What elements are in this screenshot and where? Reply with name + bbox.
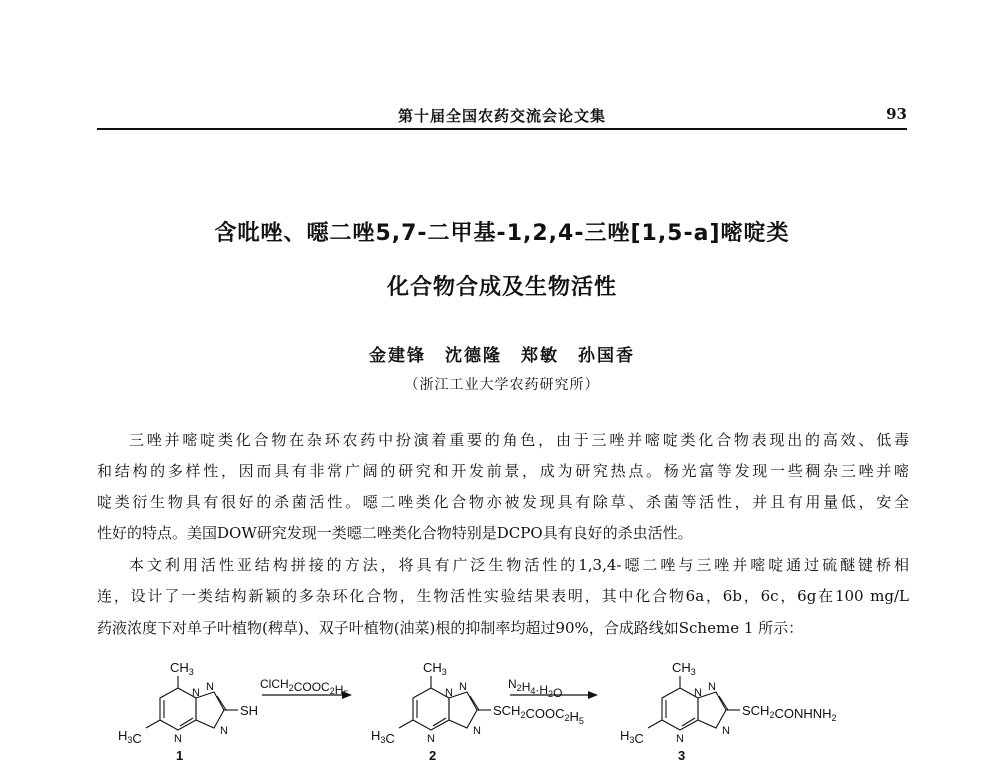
nitrogen-label: N (676, 733, 684, 745)
pyrimidine-ring (413, 688, 449, 730)
nitrogen-label: N (427, 733, 435, 745)
substituent-label: $SCH_2COOC_2H_5$ (493, 703, 584, 726)
compound-number: 1 (176, 748, 184, 760)
methyl-bond (146, 720, 160, 728)
double-bond (719, 696, 728, 710)
paper-title-line-2: 化合物合成及生物活性 (386, 275, 617, 300)
paragraph-line: 三唑并嘧啶类化合物在杂环农药中扮演着重要的角色，由于三唑并嘧啶类化合物表现出的高效、低毒 (129, 431, 909, 449)
compound-1 (118, 660, 258, 760)
running-header (97, 103, 907, 127)
ring-bonds (146, 676, 238, 730)
substituent-label: SH (240, 703, 259, 718)
paragraph-line: 连，设计了一类结构新颖的多杂环化合物，生物活性实验结果表明，其中化合物6a，6b，6c，6g在100 mg/L (97, 587, 909, 605)
header-rule (97, 128, 907, 130)
nitrogen-label: N (473, 725, 481, 737)
author-list: 金建锋 沈德隆 郑敏 孙国香 (369, 346, 635, 366)
nitrogen-label: N (174, 733, 182, 745)
reagent-label: $N_2H_4\cdot H_2O$ (508, 677, 563, 700)
left-methyl-label: $H_3C$ (371, 728, 395, 746)
nitrogen-label: N (220, 725, 228, 737)
page-number: 93 (886, 105, 907, 123)
top-methyl-label: $CH_3$ (423, 660, 447, 677)
top-methyl-label: $CH_3$ (170, 660, 194, 677)
paragraph-line: 药液浓度下对单子叶植物(稗草)、双子叶植物(油菜)根的抑制率均超过90%，合成路线如Scheme 1 所示： (97, 619, 804, 637)
paragraph-line: 啶类衍生物具有很好的杀菌活性。噁二唑类化合物亦被发现具有除草、杀菌等活性，并且有用量低，安全 (97, 493, 909, 511)
paragraph-line: 和结构的多样性，因而具有非常广阔的研究和开发前景，成为研究热点。杨光富等发现一些稠杂三唑并嘧 (97, 462, 909, 480)
nitrogen-label: N (694, 687, 702, 699)
substituent-label: $SCH_2CONHNH_2$ (742, 703, 837, 723)
compound-2 (371, 660, 584, 760)
ring-bonds (648, 676, 740, 730)
synthesis-scheme (100, 650, 920, 760)
triazole-ring (449, 692, 477, 728)
compound-3 (620, 660, 837, 760)
nitrogen-label: N (445, 687, 453, 699)
methyl-bond (399, 720, 413, 728)
triazole-ring (698, 692, 726, 728)
pyrimidine-ring (160, 688, 196, 730)
paragraph-line: 本文利用活性亚结构拼接的方法，将具有广泛生物活性的1,3,4-噁二唑与三唑并嘧啶通过硫醚键桥相 (129, 556, 909, 574)
nitrogen-label: N (708, 681, 716, 693)
left-methyl-label: $H_3C$ (118, 728, 142, 746)
paragraph-line: 性好的特点。美国DOW研究发现一类噁二唑类化合物特别是DCPO具有良好的杀虫活性。 (97, 524, 693, 542)
reagent-labels (260, 677, 562, 700)
top-methyl-label: $CH_3$ (672, 660, 696, 677)
compound-structures (118, 660, 837, 760)
methyl-bond (648, 720, 662, 728)
running-head-title: 第十届全国农药交流会论文集 (397, 107, 606, 125)
pyrimidine-ring (662, 688, 698, 730)
nitrogen-label: N (192, 687, 200, 699)
compound-number: 2 (429, 748, 437, 760)
nitrogen-label: N (206, 681, 214, 693)
nitrogen-label: N (459, 681, 467, 693)
double-bond (470, 696, 479, 710)
triazole-ring (196, 692, 224, 728)
reaction-arrow-2-head (588, 691, 598, 699)
compound-number: 3 (678, 748, 686, 760)
reagent-label: $ClCH_2COOC_2H_5$ (260, 677, 349, 699)
ring-bonds (399, 676, 491, 730)
nitrogen-label: N (722, 725, 730, 737)
left-methyl-label: $H_3C$ (620, 728, 644, 746)
double-bond (217, 696, 226, 710)
affiliation: （浙江工业大学农药研究所） (404, 377, 600, 393)
paper-title-line-1: 含吡唑、噁二唑5,7-二甲基-1,2,4-三唑[1,5-a]嘧啶类 (214, 221, 790, 246)
